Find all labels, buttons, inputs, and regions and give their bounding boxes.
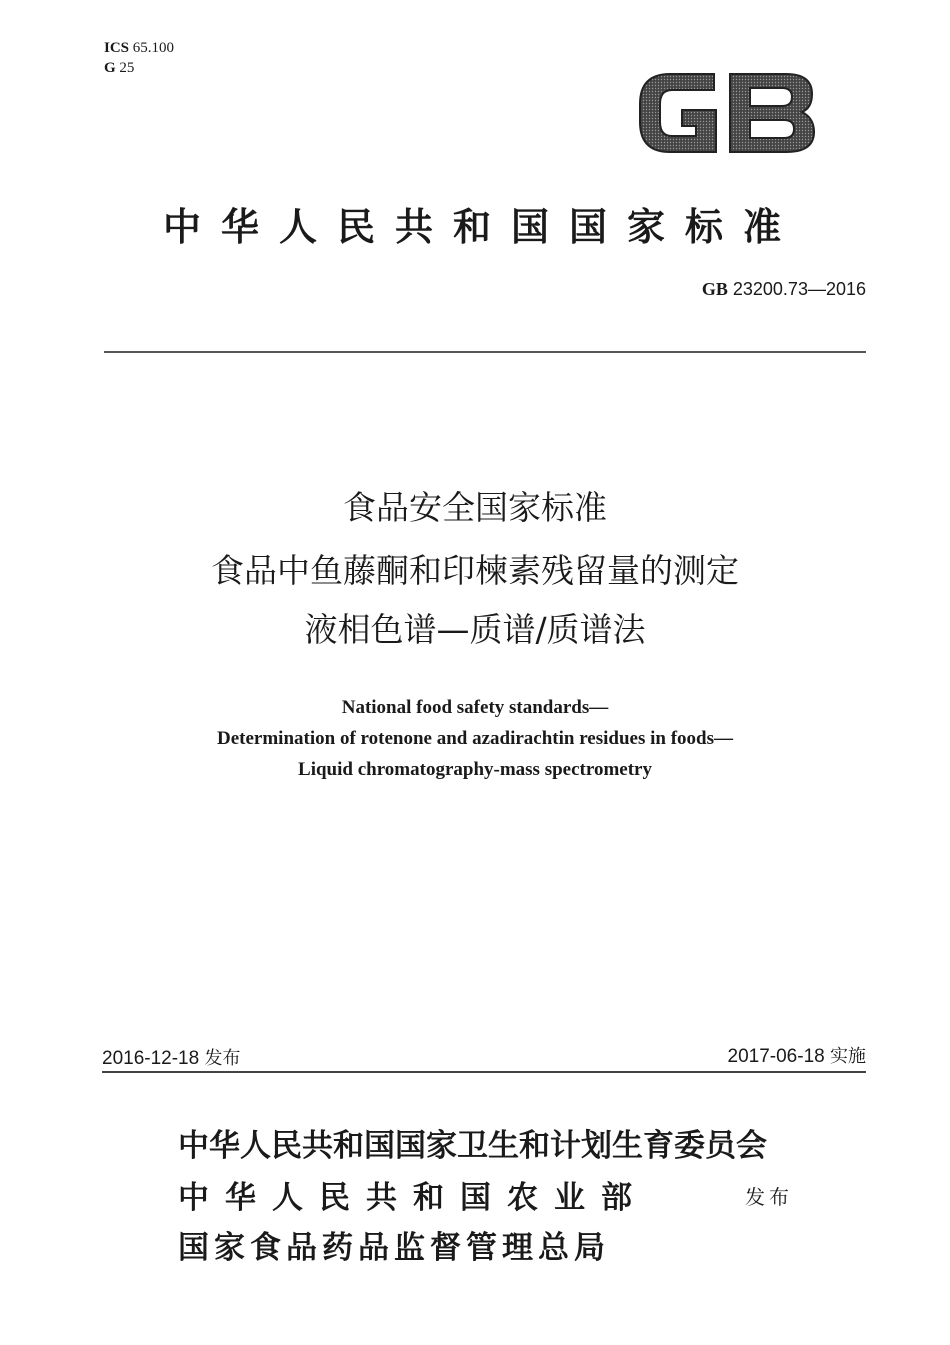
classification-codes — [104, 38, 174, 78]
logo-g-shape — [640, 74, 716, 152]
ics-code: 65.100 — [132, 40, 175, 56]
cn-title-line-3: 液相色谱—质谱/质谱法 — [304, 610, 646, 649]
class-code: 25 — [119, 60, 135, 76]
en-title-line-2: Determination of rotenone and azadirachtin residues in foods— — [217, 728, 733, 749]
bottom-divider — [102, 1071, 866, 1073]
effective-date — [728, 1042, 866, 1068]
ics-line — [104, 38, 174, 58]
class-letter: G — [104, 60, 116, 76]
issuers-publish-label: 发布 — [745, 1185, 793, 1209]
effective-date-value: 2017-06-18 — [727, 1046, 825, 1067]
issuer-moa: 中华人民共和国农业部 — [178, 1180, 648, 1216]
en-title-line-1: National food safety standards— — [341, 697, 609, 718]
cn-title-line-1: 食品安全国家标准 — [343, 488, 607, 527]
issue-date — [102, 1044, 240, 1070]
issue-date-label: 发布 — [204, 1048, 241, 1069]
effective-date-label: 实施 — [830, 1046, 866, 1067]
cn-title-line-2: 食品中鱼藤酮和印楝素残留量的测定 — [211, 551, 739, 590]
top-divider — [104, 351, 866, 353]
class-line — [104, 58, 174, 78]
logo-b-shape — [730, 74, 814, 152]
ics-label: ICS — [104, 40, 130, 56]
national-standard-title: 中华人民共和国国家标准 — [162, 204, 801, 249]
issuer-nhfpc: 中华人民共和国国家卫生和计划生育委员会 — [178, 1128, 767, 1164]
standard-prefix: GB — [701, 279, 728, 299]
en-title-line-3: Liquid chromatography-mass spectrometry — [298, 759, 652, 780]
gb-logo — [636, 66, 818, 158]
standard-number — [702, 279, 866, 300]
issuer-cfda: 国家食品药品监督管理总局 — [178, 1230, 610, 1266]
standard-code: 23200.73—2016 — [732, 279, 866, 299]
issue-date-value: 2016-12-18 — [102, 1048, 200, 1069]
